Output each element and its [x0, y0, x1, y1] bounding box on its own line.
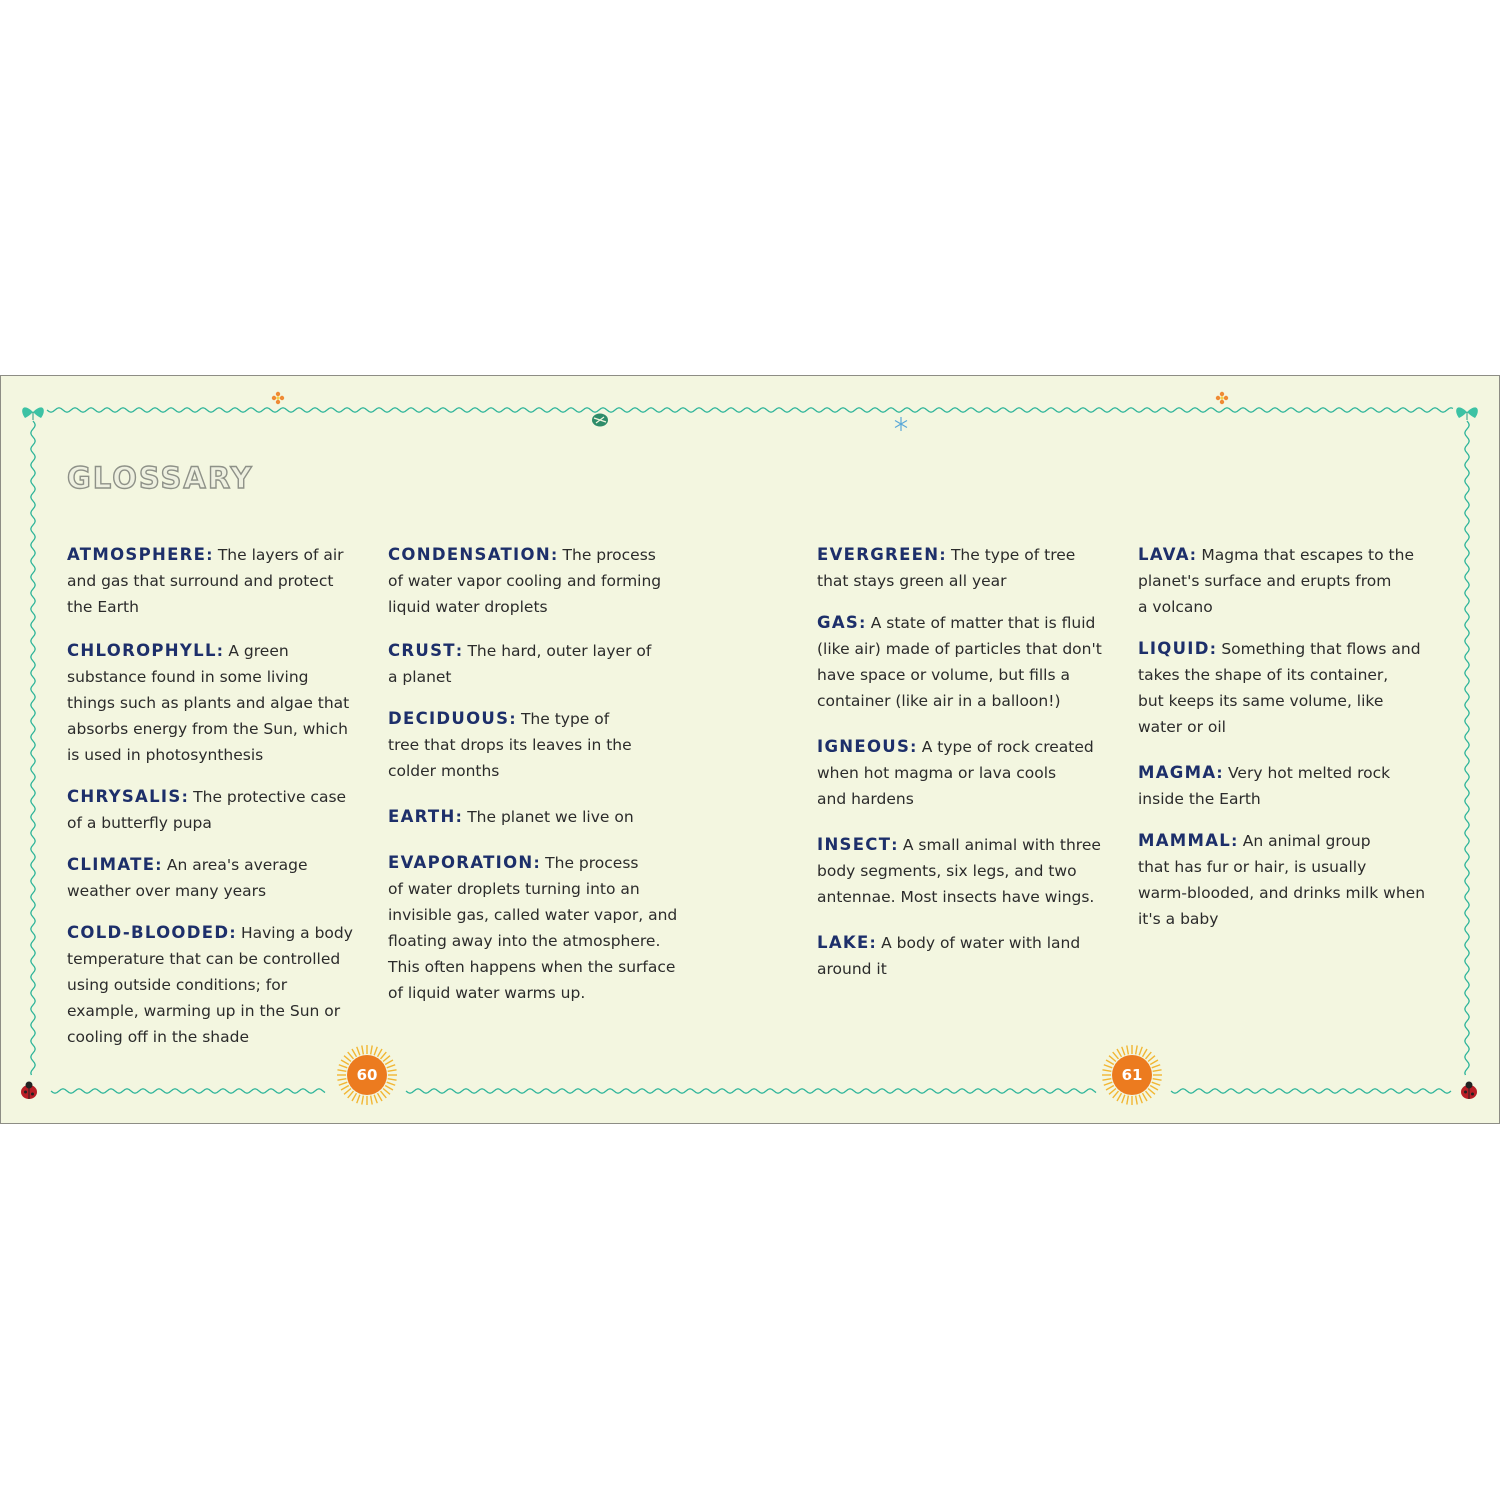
glossary-term: INSECT	[817, 835, 892, 854]
term-colon: :	[939, 546, 951, 564]
term-colon: :	[1189, 546, 1202, 564]
glossary-term: DECIDUOUS	[388, 709, 510, 728]
sun-ray	[1152, 1065, 1160, 1068]
sun-ray	[339, 1082, 347, 1085]
glossary-entry	[817, 832, 1117, 910]
sun-ray	[1146, 1052, 1152, 1059]
ladybug-icon	[1461, 1082, 1477, 1100]
glossary-definition: The layers of air and gas that surround and protect the Earth	[67, 546, 344, 616]
snowflake-icon	[895, 417, 907, 431]
glossary-term: LAKE	[817, 933, 870, 952]
sun-ray	[378, 1049, 383, 1057]
leaf-icon	[22, 407, 44, 420]
term-colon: :	[509, 710, 521, 728]
glossary-entry	[67, 852, 367, 904]
term-colon: :	[533, 854, 546, 872]
sun-ray	[1139, 1095, 1142, 1103]
sun-ray	[385, 1086, 393, 1091]
glossary-term: CLIMATE	[67, 855, 156, 874]
sun-ray	[388, 1079, 397, 1081]
bottom-wave-border	[51, 1089, 1451, 1093]
glossary-entry	[817, 610, 1117, 714]
sun-ray	[374, 1047, 377, 1055]
glossary-definition: An animal group that has fur or hair, is usually warm-blooded, and drinks milk when it's a baby	[1138, 832, 1426, 928]
sun-ray	[1104, 1082, 1112, 1085]
sun-ray	[1122, 1095, 1125, 1103]
sun-ray	[1104, 1065, 1112, 1068]
sun-ray	[357, 1095, 360, 1103]
glossary-term: GAS	[817, 613, 860, 632]
glossary-column	[388, 526, 698, 1006]
term-colon: :	[550, 546, 563, 564]
flower-icon	[272, 392, 284, 404]
sun-ray	[374, 1095, 377, 1103]
glossary-entry	[1138, 760, 1448, 812]
sun-ray	[348, 1091, 354, 1098]
right-wave-border	[1465, 421, 1469, 1075]
glossary-entry	[67, 784, 367, 836]
sun-ray	[1117, 1049, 1122, 1057]
glossary-definition: Very hot melted rock inside the Earth	[1138, 764, 1391, 808]
sun-ray	[1136, 1096, 1138, 1105]
flower-icon	[1216, 392, 1228, 404]
book-spread	[0, 375, 1500, 1124]
term-colon: :	[859, 614, 871, 632]
sun-ray	[1153, 1079, 1162, 1081]
sun-ray	[387, 1082, 395, 1085]
sun-ray	[1152, 1082, 1160, 1085]
glossary-term: LAVA	[1138, 545, 1190, 564]
sun-ray	[1127, 1096, 1129, 1105]
sun-ray	[1117, 1093, 1122, 1101]
sun-ray	[339, 1065, 347, 1068]
glossary-entry	[388, 850, 698, 1006]
term-colon: :	[181, 788, 194, 806]
glossary-term: IGNEOUS	[817, 737, 911, 756]
glossary-entry	[67, 920, 367, 1050]
glossary-definition: A small animal with three body segments, six legs, and two antennae. Most insects have wings.	[817, 836, 1101, 906]
term-colon: :	[1231, 832, 1243, 850]
glossary-definition: The type of tree that stays green all year	[817, 546, 1076, 590]
page-number-right: 61	[1112, 1055, 1152, 1095]
glossary-definition: The process of water droplets turning into an invisible gas, called water vapor, and floating away into the atmosphere. This often happens when the surface of liquid water warms up.	[388, 854, 678, 1002]
sun-ray	[1106, 1086, 1114, 1091]
glossary-entry	[388, 804, 698, 830]
term-colon: :	[455, 642, 468, 660]
glossary-term: COLD-BLOODED	[67, 923, 230, 942]
sun-ray	[352, 1093, 357, 1101]
sun-ray	[344, 1056, 351, 1062]
term-colon: :	[891, 836, 903, 854]
glossary-term: EARTH	[388, 807, 456, 826]
sun-ray	[388, 1070, 397, 1072]
sun-ray	[1122, 1047, 1125, 1055]
glossary-term: MAGMA	[1138, 763, 1217, 782]
sun-ray	[1109, 1056, 1116, 1062]
term-colon: :	[910, 738, 922, 756]
term-colon: :	[155, 856, 167, 874]
sun-ray	[337, 1070, 346, 1072]
left-wave-border	[31, 421, 35, 1075]
glossary-definition: An area's average weather over many years	[67, 856, 308, 900]
sun-ray	[1102, 1070, 1111, 1072]
glossary-definition: The process of water vapor cooling and forming liquid water droplets	[388, 546, 662, 616]
sun-ray	[341, 1086, 349, 1091]
sun-ray	[1148, 1056, 1155, 1062]
glossary-entry	[388, 542, 698, 620]
glossary-definition: Something that flows and takes the shape of its container, but keeps its same volume, like water or oil	[1138, 640, 1421, 736]
glossary-column	[817, 526, 1117, 982]
ladybug-icon	[21, 1082, 37, 1100]
glossary-definition: A type of rock created when hot magma or lava cools and hardens	[817, 738, 1094, 808]
sun-ray	[1148, 1089, 1155, 1095]
sun-ray	[1113, 1091, 1119, 1098]
sun-ray	[1127, 1045, 1129, 1054]
sun-ray	[1109, 1089, 1116, 1095]
glossary-definition: The type of tree that drops its leaves in the colder months	[388, 710, 632, 780]
glossary-term: ATMOSPHERE	[67, 545, 207, 564]
glossary-entry	[817, 930, 1117, 982]
glossary-entry	[388, 706, 698, 784]
sun-ray	[344, 1089, 351, 1095]
glossary-entry	[1138, 828, 1448, 932]
glossary-term: EVERGREEN	[817, 545, 940, 564]
term-colon: :	[455, 808, 468, 826]
sun-ray	[348, 1052, 354, 1059]
sun-ray	[1143, 1093, 1148, 1101]
term-colon: :	[1209, 640, 1222, 658]
page-title: GLOSSARY	[67, 461, 254, 495]
glossary-definition: A state of matter that is fluid (like air) made of particles that don't have space or volume, but fills a container (like air in a balloon!)	[817, 614, 1102, 710]
sun-ray	[1113, 1052, 1119, 1059]
page-number-left: 60	[347, 1055, 387, 1095]
monstera-leaf-icon	[592, 414, 608, 427]
glossary-definition: The hard, outer layer of a planet	[388, 642, 652, 686]
glossary-entry	[1138, 636, 1448, 740]
glossary-column	[67, 526, 367, 1050]
sun-ray	[387, 1065, 395, 1068]
sun-ray	[1150, 1060, 1158, 1065]
glossary-term: CRUST	[388, 641, 456, 660]
glossary-term: CHRYSALIS	[67, 787, 182, 806]
glossary-entry	[67, 542, 367, 620]
glossary-column	[1138, 526, 1448, 932]
term-colon: :	[1216, 764, 1229, 782]
sun-ray	[1143, 1049, 1148, 1057]
term-colon: :	[216, 642, 229, 660]
glossary-entry	[817, 542, 1117, 594]
sun-ray	[1139, 1047, 1142, 1055]
term-colon: :	[229, 924, 241, 942]
sun-ray	[383, 1089, 390, 1095]
term-colon: :	[869, 934, 882, 952]
glossary-entry	[1138, 542, 1448, 620]
sun-ray	[371, 1096, 373, 1105]
top-wave-border	[47, 408, 1453, 412]
sun-ray	[337, 1079, 346, 1081]
sun-ray	[383, 1056, 390, 1062]
sun-ray	[381, 1052, 387, 1059]
glossary-definition: The protective case of a butterfly pupa	[67, 788, 347, 832]
glossary-term: MAMMAL	[1138, 831, 1232, 850]
sun-ray	[352, 1049, 357, 1057]
sun-ray	[1106, 1060, 1114, 1065]
sun-ray	[1102, 1079, 1111, 1081]
glossary-definition: Magma that escapes to the planet's surface and erupts from a volcano	[1138, 546, 1414, 616]
sun-ray	[371, 1045, 373, 1054]
glossary-term: CONDENSATION	[388, 545, 551, 564]
sun-ray	[1153, 1070, 1162, 1072]
glossary-definition: A green substance found in some living things such as plants and algae that absorbs energy from the Sun, which is used in photosynthesis	[67, 642, 350, 764]
sun-ray	[341, 1060, 349, 1065]
glossary-definition: The planet we live on	[467, 808, 634, 826]
glossary-term: CHLOROPHYLL	[67, 641, 217, 660]
sun-ray	[378, 1093, 383, 1101]
glossary-entry	[67, 638, 367, 768]
sun-ray	[385, 1060, 393, 1065]
sun-ray	[362, 1096, 364, 1105]
leaf-icon	[1456, 407, 1478, 420]
glossary-entry	[388, 638, 698, 690]
sun-ray	[381, 1091, 387, 1098]
sun-ray	[1150, 1086, 1158, 1091]
term-colon: :	[206, 546, 218, 564]
glossary-term: EVAPORATION	[388, 853, 534, 872]
glossary-definition: A body of water with land around it	[817, 934, 1081, 978]
glossary-entry	[817, 734, 1117, 812]
glossary-term: LIQUID	[1138, 639, 1210, 658]
sun-ray	[1146, 1091, 1152, 1098]
glossary-definition: Having a body temperature that can be controlled using outside conditions; for example, warming up in the Sun or cooling off in the shade	[67, 924, 353, 1046]
sun-ray	[1136, 1045, 1138, 1054]
